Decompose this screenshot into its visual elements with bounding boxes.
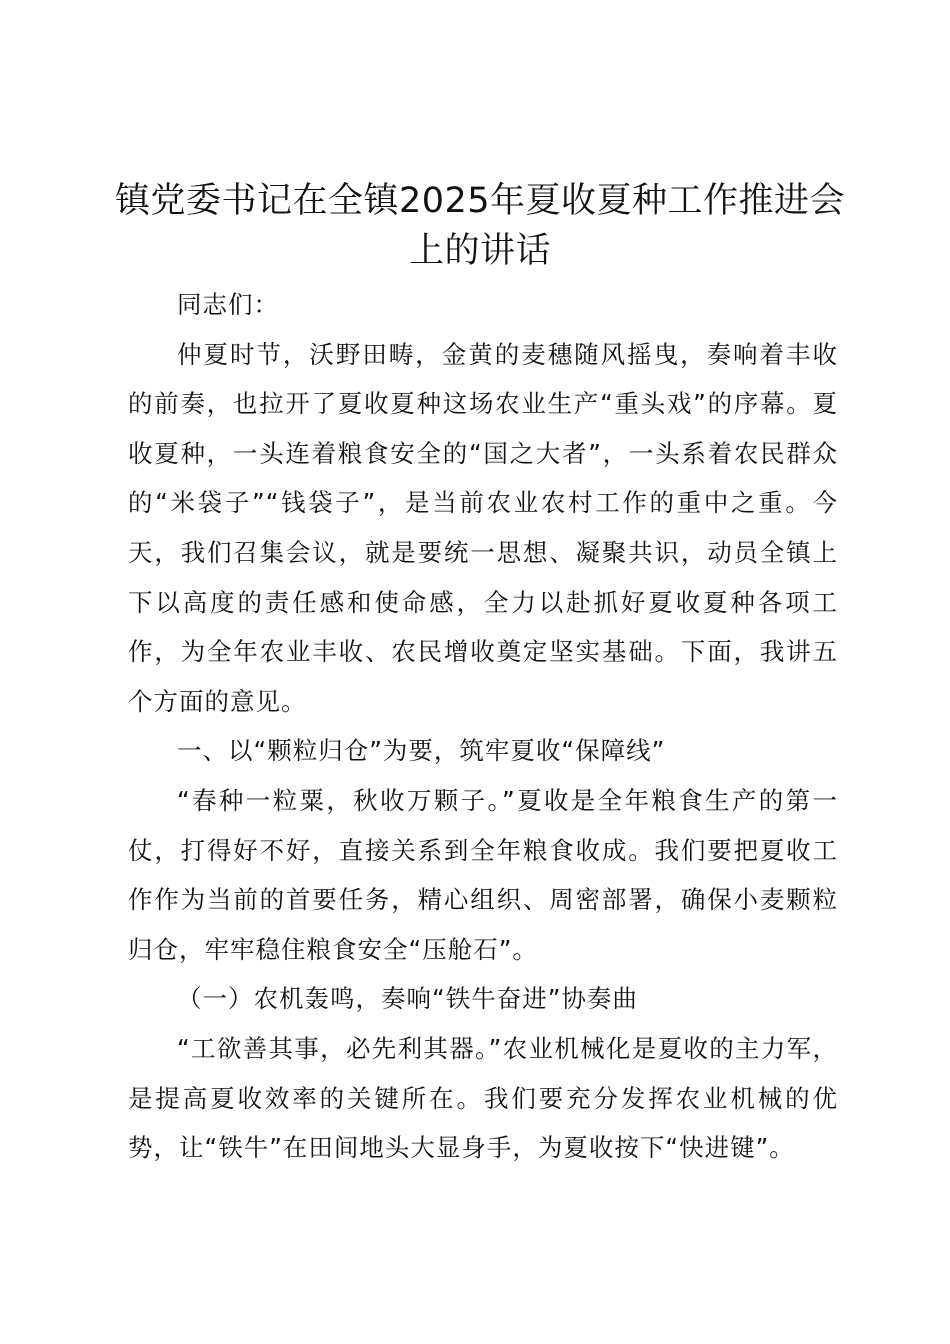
paragraph-section-1: “春种一粒粟，秋收万颗子。”夏收是全年粮食生产的第一仗，打得好不好，直接关系到全年粮食收成。我们要把夏收工作作为当前的首要任务，精心组织、周密部署，确保小麦颗粒归仓，牢牢稳住粮食安全“压舱石”。 xyxy=(128,785,838,964)
section-heading-1: 一、以“颗粒归仓”为要，筑牢夏收“保障线” xyxy=(177,736,666,766)
subsection-heading-1: （一）农机轰鸣，奏响“铁牛奋进”协奏曲 xyxy=(177,984,638,1014)
paragraph-subsection-1: “工欲善其事，必先利其器。”农业机械化是夏收的主力军，是提高夏收效率的关键所在。我们要充分发挥农业机械的优势，让“铁牛”在田间地头大显身手，为夏收按下“快进键”。 xyxy=(128,1033,838,1163)
document-title: 镇党委书记在全镇2025年夏收夏种工作推进会上的讲话 xyxy=(114,181,846,271)
document-body xyxy=(128,280,838,1173)
salutation: 同志们： xyxy=(177,290,279,319)
paragraph-intro: 仲夏时节，沃野田畴，金黄的麦穗随风摇曳，奏响着丰收的前奏，也拉开了夏收夏种这场农业生产“重头戏”的序幕。夏收夏种，一头连着粮食安全的“国之大者”，一头系着农民群众的“米袋子”“钱袋子”，是当前农业农村工作的重中之重。今天，我们召集会议，就是要统一思想、凝聚共识，动员全镇上下以高度的责任感和使命感，全力以赴抓好夏收夏种各项工作，为全年农业丰收、农民增收奠定坚实基础。下面，我讲五个方面的意见。 xyxy=(128,339,838,716)
